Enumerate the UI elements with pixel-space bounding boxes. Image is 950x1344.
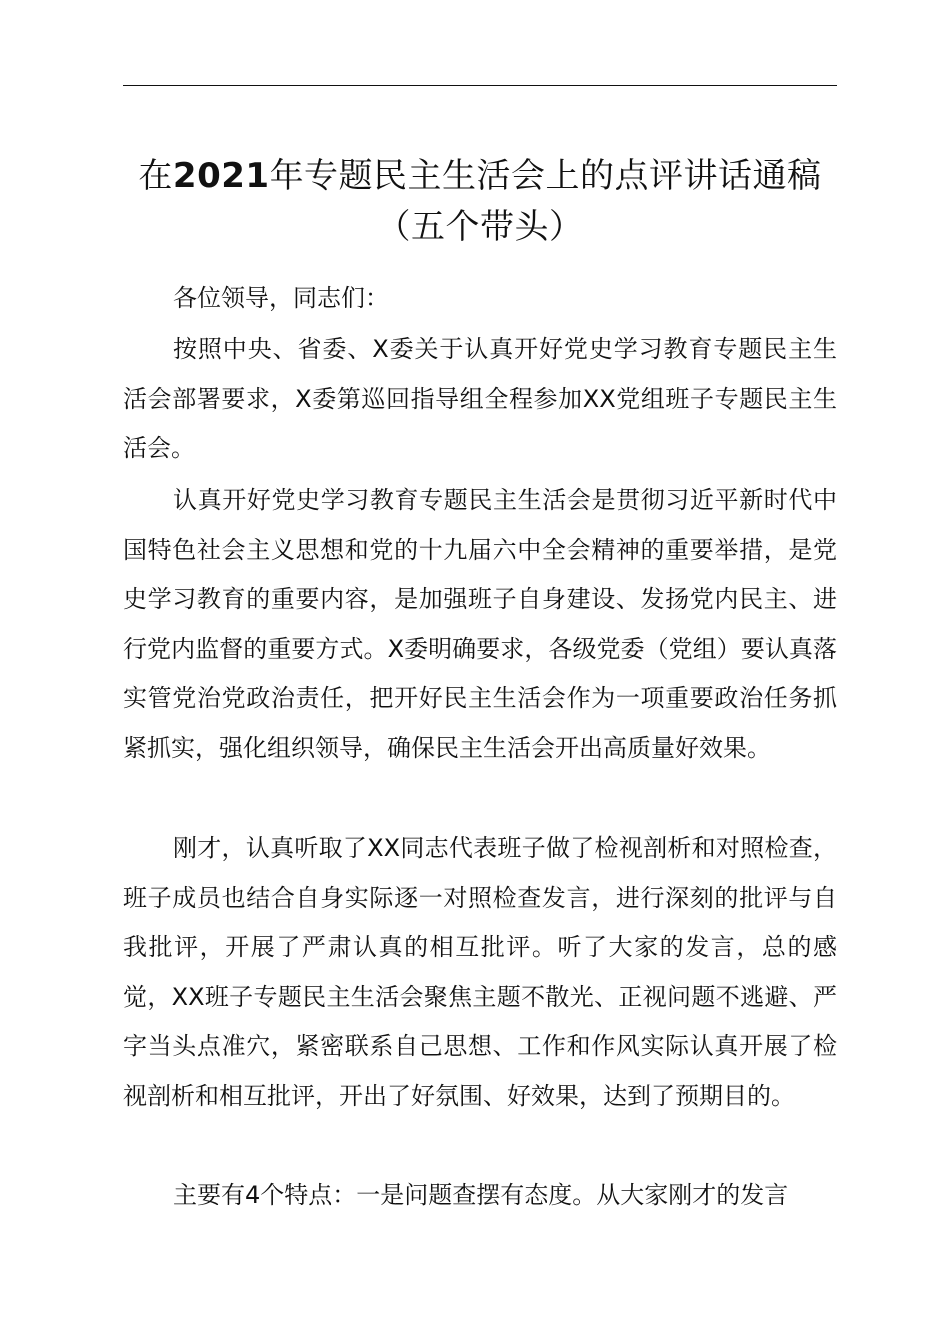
paragraph: 刚才，认真听取了XX同志代表班子做了检视剖析和对照检查，班子成员也结合自身实际逐一对照检查发言，进行深刻的批评与自我批评，开展了严肃认真的相互批评。听了大家的发言，总的感觉，XX班子专题民主生活会聚焦主题不散光、正视问题不逃避、严字当头点准穴，紧密联系自己思想、工作和作风实际认真开展了检视剖析和相互批评，开出了好氛围、好效果，达到了预期目的。 bbox=[123, 834, 837, 1110]
paragraph-4-block bbox=[123, 1171, 837, 1221]
paragraph: 主要有4个特点：一是问题查摆有态度。从大家刚才的发言 bbox=[173, 1181, 789, 1209]
header-rule bbox=[123, 85, 837, 86]
salutation: 各位领导，同志们： bbox=[173, 284, 389, 312]
paragraph-1-block bbox=[123, 325, 837, 474]
paragraph: 按照中央、省委、X委关于认真开好党史学习教育专题民主生活会部署要求，X委第巡回指导组全程参加XX党组班子专题民主生活会。 bbox=[123, 335, 837, 462]
document-title bbox=[100, 152, 860, 200]
paragraph-3-block bbox=[123, 824, 837, 1121]
title-suffix: 年专题民主生活会上的点评讲话通稿 bbox=[269, 156, 822, 196]
title-prefix: 在 bbox=[138, 156, 173, 196]
title-year: 2021 bbox=[172, 156, 270, 196]
paragraph: 认真开好党史学习教育专题民主生活会是贯彻习近平新时代中国特色社会主义思想和党的十九届六中全会精神的重要举措，是党史学习教育的重要内容，是加强班子自身建设、发扬党内民主、进行党内监督的重要方式。X委明确要求，各级党委（党组）要认真落实管党治党政治责任，把开好民主生活会作为一项重要政治任务抓紧抓实，强化组织领导，确保民主生活会开出高质量好效果。 bbox=[123, 486, 837, 762]
document-subtitle: （五个带头） bbox=[376, 207, 584, 247]
paragraph-2-block bbox=[123, 476, 837, 773]
